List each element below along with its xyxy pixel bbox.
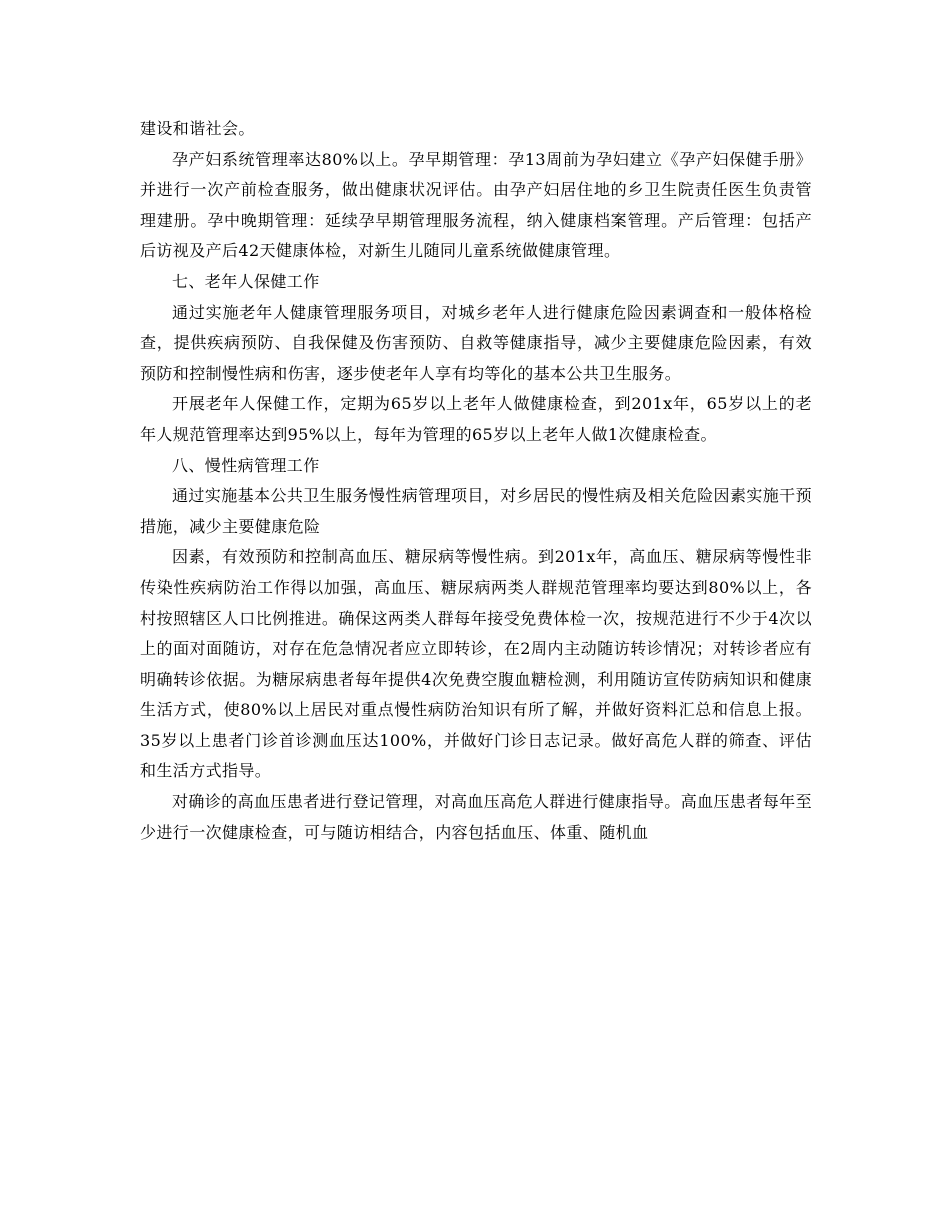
paragraph-maternal-management: 孕产妇系统管理率达80%以上。孕早期管理：孕13周前为孕妇建立《孕产妇保健手册》并进行一次产前检查服务，做出健康状况评估。由孕产妇居住地的乡卫生院责任医生负责管理建册。孕中晚期管理：延续孕早期管理服务流程，纳入健康档案管理。产后管理：包括产后访视及产后42天健康体检，对新生儿随同儿童系统做健康管理。 <box>140 149 812 261</box>
paragraph-continuation: 建设和谐社会。 <box>140 119 255 138</box>
paragraph-chronic-intro: 通过实施基本公共卫生服务慢性病管理项目，对乡居民的慢性病及相关危险因素实施干预措施，减少主要健康危险 <box>140 486 812 536</box>
paragraph-chronic-measures: 因素，有效预防和控制高血压、糖尿病等慢性病。到201x年，高血压、糖尿病等慢性非传染性疾病防治工作得以加强，高血压、糖尿病两类人群规范管理率均要达到80%以上，各村按照辖区人口比例推进。确保这两类人群每年接受免费体检一次，按规范进行不少于4次以上的面对面随访，对存在危急情况者应立即转诊，在2周内主动随访转诊情况；对转诊者应有明确转诊依据。为糖尿病患者每年提供4次免费空腹血糖检测，利用随访宣传防病知识和健康生活方式，使80%以上居民对重点慢性病防治知识有所了解，并做好资料汇总和信息上报。35岁以上患者门诊首诊测血压达100%，并做好门诊日志记录。做好高危人群的筛查、评估和生活方式指导。 <box>140 547 812 781</box>
paragraph-elderly-service: 通过实施老年人健康管理服务项目，对城乡老年人进行健康危险因素调查和一般体格检查，提供疾病预防、自我保健及伤害预防、自救等健康指导，减少主要健康危险因素，有效预防和控制慢性病和伤害，逐步使老年人享有均等化的基本公共卫生服务。 <box>140 302 812 383</box>
section-heading-chronic-disease: 八、慢性病管理工作 <box>172 455 320 475</box>
paragraph-elderly-checkup: 开展老年人保健工作，定期为65岁以上老年人做健康检查，到201x年，65岁以上的老年人规范管理率达到95%以上，每年为管理的65岁以上老年人做1次健康检查。 <box>140 394 812 444</box>
section-heading-elderly-care: 七、老年人保健工作 <box>172 271 320 291</box>
document-page <box>140 114 812 848</box>
paragraph-hypertension: 对确诊的高血压患者进行登记管理，对高血压高危人群进行健康指导。高血压患者每年至少进行一次健康检查，可与随访相结合，内容包括血压、体重、随机血 <box>140 792 812 842</box>
